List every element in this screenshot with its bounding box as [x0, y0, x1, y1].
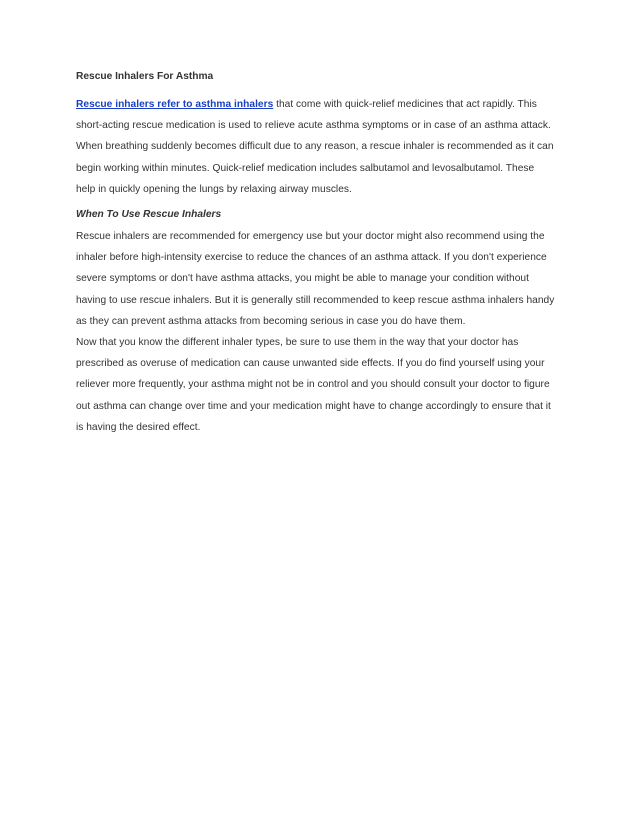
section-line-1: Rescue inhalers are recommended for emergency use but your doctor might also recommend using the — [76, 231, 545, 243]
section-line-5: as they can prevent asthma attacks from becoming serious in case you do have them. — [76, 315, 466, 327]
closing-line-1: Now that you know the different inhaler types, be sure to use them in the way that your doctor has — [76, 337, 519, 349]
section-heading: When To Use Rescue Inhalers — [76, 209, 222, 221]
intro-line-5: help in quickly opening the lungs by relaxing airway muscles. — [76, 183, 352, 195]
intro-line-4: begin working within minutes. Quick-relief medication includes salbutamol and levosalbutamol. These — [76, 162, 535, 174]
closing-line-4: out asthma can change over time and your medication might have to change accordingly to ensure that it — [76, 400, 551, 412]
document-page — [76, 70, 568, 438]
closing-line-5: is having the desired effect. — [76, 421, 201, 433]
intro-line-1 — [76, 94, 568, 115]
closing-paragraph — [76, 332, 568, 438]
article-title: Rescue Inhalers For Asthma — [76, 71, 214, 82]
intro-paragraph — [76, 94, 568, 200]
intro-line-3: When breathing suddenly becomes difficult due to any reason, a rescue inhaler is recommended as it can — [76, 141, 554, 153]
intro-line-2: short-acting rescue medication is used to relieve acute asthma symptoms or in case of an asthma attack. — [76, 120, 551, 132]
section-line-3: severe symptoms or don't have asthma attacks, you might be able to manage your condition without — [76, 273, 529, 285]
intro-line-1-text: that come with quick-relief medicines that act rapidly. This — [273, 99, 537, 110]
section-paragraph — [76, 226, 568, 332]
closing-line-3: reliever more frequently, your asthma might not be in control and you should consult your doctor to figure — [76, 379, 550, 391]
section-line-2: inhaler before high-intensity exercise to reduce the chances of an asthma attack. If you don't experience — [76, 252, 547, 264]
asthma-inhalers-link[interactable]: Rescue inhalers refer to asthma inhalers — [76, 99, 274, 110]
section-line-4: having to use rescue inhalers. But it is generally still recommended to keep rescue asthma inhalers handy — [76, 294, 555, 306]
closing-line-2: prescribed as overuse of medication can cause unwanted side effects. If you do find yourself using your — [76, 358, 545, 370]
